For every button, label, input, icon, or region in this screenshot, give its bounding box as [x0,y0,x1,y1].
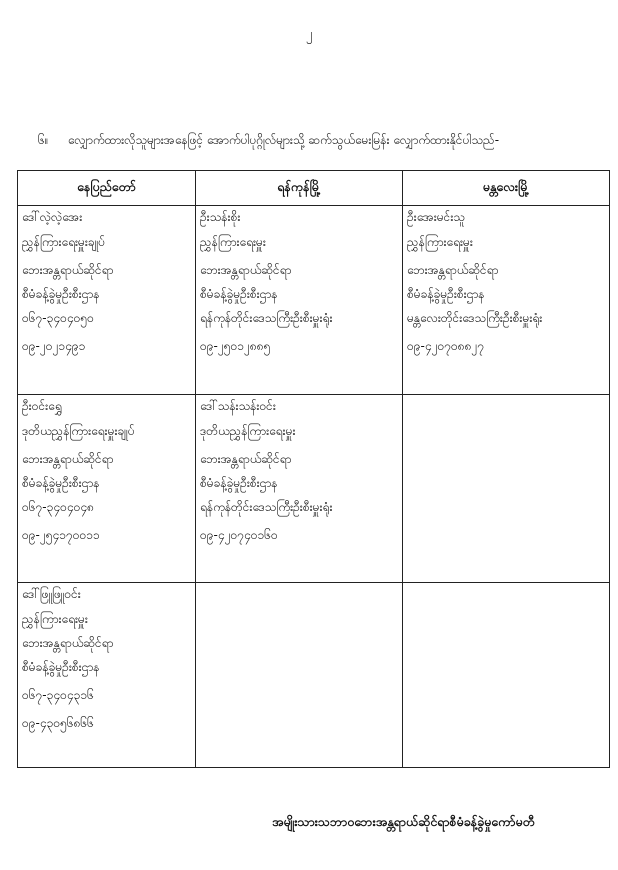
header-mandalay: မန္တလေးမြို့ [403,171,610,206]
contact-office: စီမံခန့်ခွဲမှုဦးစီးဌာန [22,287,100,301]
contact-cell [403,206,610,395]
contact-department: ဘေးအန္တရာယ်ဆိုင်ရာ [22,263,114,277]
contact-name: ဦးအေးမင်းသူ [407,210,465,224]
empty-cell [196,583,403,768]
contact-title: ဒုတိယညွှန်ကြားရေးမှူး [200,424,296,438]
contact-title: ညွှန်ကြားရေးမှူး [407,235,473,249]
contact-name: ဒေါ်သန်းသန်းဝင်း [200,399,276,413]
contacts-table [17,170,610,768]
table-row [18,583,610,768]
contact-location: ရန်ကုန်တိုင်းဒေသကြီးဦးစီးမှူးရုံး [200,500,333,514]
contact-location: မန္တလေးတိုင်းဒေသကြီးဦးစီးမှူးရုံး [407,311,543,325]
header-yangon: ရန်ကုန်မြို့ [196,171,403,206]
contact-title: ညွှန်ကြားရေးမှူး [22,612,88,626]
paragraph-number: ၆။ [38,133,49,147]
contact-department: ဘေးအန္တရာယ်ဆိုင်ရာ [200,263,292,277]
intro-text: လျှောက်ထားလိုသူများအနေဖြင့် အောက်ပါပုဂ္ဂိုလ်များသို့ ဆက်သွယ်မေးမြန်း လျှောက်ထားနိုင်ပါသည်- [67,133,500,147]
contact-mobile: ၀၉-၂၅၄၁၇၀၀၁၁ [22,528,100,542]
contact-phone: ၀၆၇-၃၄၀၄၃၁၆ [22,688,94,702]
contact-phone: ၀၆၇-၃၄၀၄၀၄၈ [22,500,94,514]
contact-office: စီမံခန့်ခွဲမှုဦးစီးဌာန [22,660,100,674]
contact-name: ဒေါ်ဖြူဖြူဝင်း [22,587,81,601]
contact-title: ညွှန်ကြားရေးမှူးချုပ် [22,235,106,249]
table-header-row [18,171,610,206]
contact-name: ဦးဝင်းရွှေ [22,399,62,413]
contact-mobile: ၀၉-၄၂၀၇၀၈၈၂၇ [407,339,485,353]
contact-phone: ၀၆၇-၃၄၀၄၀၅၀ [22,311,94,325]
contact-department: ဘေးအန္တရာယ်ဆိုင်ရာ [407,263,499,277]
contact-department: ဘေးအန္တရာယ်ဆိုင်ရာ [22,452,114,466]
table-row [18,206,610,395]
contact-cell [18,395,196,583]
empty-cell [403,583,610,768]
contact-office: စီမံခန့်ခွဲမှုဦးစီးဌာန [200,476,278,490]
contact-name: ဒေါ်လဲ့လဲ့အေး [22,210,83,224]
contact-mobile: ၀၉-၂၀၂၁၄၉၁ [22,339,86,353]
contact-mobile: ၀၉-၄၂၀၇၄၀၁၆၀ [200,528,278,542]
contact-location: ရန်ကုန်တိုင်းဒေသကြီးဦးစီးမှူးရုံး [200,311,333,325]
contact-office: စီမံခန့်ခွဲမှုဦးစီးဌာန [22,476,100,490]
empty-cell [403,395,610,583]
signature-committee: အမျိုးသားသဘာဝဘေးအန္တရာယ်ဆိုင်ရာစီမံခန့်ခွဲမှုကော်မတီ [272,814,535,829]
contact-office: စီမံခန့်ခွဲမှုဦးစီးဌာန [407,287,485,301]
contact-mobile: ၀၉-၂၅၀၁၂၈၈၅ [200,339,271,353]
contact-title: ဒုတိယညွှန်ကြားရေးမှူးချုပ် [22,424,135,438]
intro-paragraph [38,132,598,150]
contact-department: ဘေးအန္တရာယ်ဆိုင်ရာ [22,636,114,650]
contact-mobile: ၀၉-၄၃၀၅၆၈၆၆ [22,716,94,730]
contact-cell [18,206,196,395]
contact-title: ညွှန်ကြားရေးမှူး [200,235,266,249]
contact-cell [196,206,403,395]
table-row [18,395,610,583]
contact-cell [18,583,196,768]
contact-office: စီမံခန့်ခွဲမှုဦးစီးဌာန [200,287,278,301]
header-naypyitaw: နေပြည်တော် [18,171,196,206]
page-number: ၂ [305,27,313,42]
contact-name: ဦးသန်းစိုး [200,210,241,224]
contact-cell [196,395,403,583]
contact-department: ဘေးအန္တရာယ်ဆိုင်ရာ [200,452,292,466]
